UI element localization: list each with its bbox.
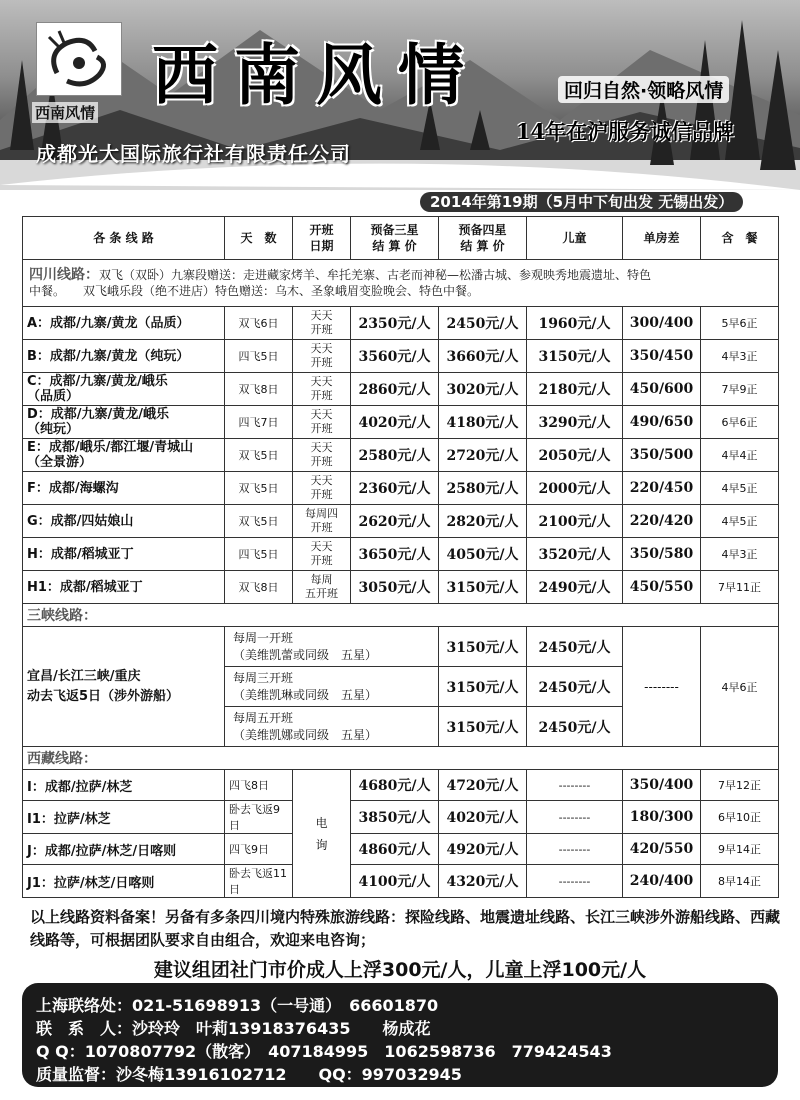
col-route: 各 条 线 路 — [23, 217, 225, 260]
price-3star: 4680元/人 — [351, 770, 439, 801]
price-3star: 4020元/人 — [351, 406, 439, 439]
section-xizang — [23, 747, 779, 770]
price-4star: 3150元/人 — [439, 571, 527, 604]
schedule: 每周 五开班 — [293, 571, 351, 604]
meals: 7早12正 — [701, 770, 779, 801]
price-child: 1960元/人 — [527, 307, 623, 340]
meals: 4早5正 — [701, 505, 779, 538]
route-name: A：成都/九寨/黄龙（品质） — [23, 307, 225, 340]
table-row — [23, 373, 779, 406]
meals: 9早14正 — [701, 834, 779, 865]
schedule: 天天 开班 — [293, 340, 351, 373]
price-4star: 4720元/人 — [439, 770, 527, 801]
meals: 4早3正 — [701, 538, 779, 571]
price-4star: 4020元/人 — [439, 801, 527, 834]
col-meal: 含 餐 — [701, 217, 779, 260]
section-note-2: 中餐。 双飞峨乐段（绝不进店）特色赠送：乌木、圣象峨眉变脸晚会、特色中餐。 — [29, 284, 480, 298]
header-banner — [0, 0, 800, 190]
table-row — [23, 340, 779, 373]
price-4star: 4180元/人 — [439, 406, 527, 439]
price-child: -------- — [527, 770, 623, 801]
single-supplement: 350/500 — [623, 439, 701, 472]
price-3star: 2350元/人 — [351, 307, 439, 340]
price-child: 2050元/人 — [527, 439, 623, 472]
contact-office: 上海联络处：021-51698913（一号通） 66601870 — [36, 996, 439, 1015]
route-name: E：成都/峨乐/都江堰/青城山 （全景游） — [23, 439, 225, 472]
price-child: -------- — [527, 834, 623, 865]
single-supplement: 350/400 — [623, 770, 701, 801]
single-supplement: 180/300 — [623, 801, 701, 834]
contact-box — [22, 983, 778, 1087]
section-sanxia — [23, 604, 779, 627]
days: 四飞5日 — [225, 340, 293, 373]
company-name: 成都光大国际旅行社有限责任公司 — [36, 142, 351, 166]
price-3star: 3560元/人 — [351, 340, 439, 373]
price-3star: 4860元/人 — [351, 834, 439, 865]
meals: 6早10正 — [701, 801, 779, 834]
table-row — [23, 834, 779, 865]
meals: 6早6正 — [701, 406, 779, 439]
table-row — [23, 865, 779, 898]
days: 卧去飞返11日 — [225, 865, 293, 898]
route-name: 宜昌/长江三峡/重庆 动去飞返5日（涉外游船） — [23, 627, 225, 747]
contact-supervisor: 质量监督：沙冬梅13916102712 QQ：997032945 — [36, 1065, 462, 1084]
meals: 4早4正 — [701, 439, 779, 472]
price-child: 2450元/人 — [527, 627, 623, 667]
single-supplement: 490/650 — [623, 406, 701, 439]
schedule: 天天 开班 — [293, 538, 351, 571]
col-child: 儿童 — [527, 217, 623, 260]
days: 四飞5日 — [225, 538, 293, 571]
price-4star: 2720元/人 — [439, 439, 527, 472]
col-single: 单房差 — [623, 217, 701, 260]
schedule: 每周五开班 （美维凯娜或同级 五星） — [225, 707, 439, 747]
price-child: 3290元/人 — [527, 406, 623, 439]
price-4star: 2820元/人 — [439, 505, 527, 538]
schedule: 每周三开班 （美维凯琳或同级 五星） — [225, 667, 439, 707]
price-child: 2000元/人 — [527, 472, 623, 505]
price-child: 2180元/人 — [527, 373, 623, 406]
price-child: 2450元/人 — [527, 667, 623, 707]
route-name: B：成都/九寨/黄龙（纯玩） — [23, 340, 225, 373]
price-4star: 3020元/人 — [439, 373, 527, 406]
days: 双飞5日 — [225, 472, 293, 505]
table-row — [23, 472, 779, 505]
single-supplement: 240/400 — [623, 865, 701, 898]
price-3star: 2620元/人 — [351, 505, 439, 538]
col-price4: 预备四星 结 算 价 — [439, 217, 527, 260]
days: 双飞8日 — [225, 373, 293, 406]
logo — [36, 22, 122, 96]
price-4star: 2580元/人 — [439, 472, 527, 505]
table-row — [23, 406, 779, 439]
price-3star: 2580元/人 — [351, 439, 439, 472]
schedule: 电 询 — [293, 770, 351, 898]
route-name: G：成都/四姑娘山 — [23, 505, 225, 538]
table-row — [23, 439, 779, 472]
price-4star: 3150元/人 — [439, 707, 527, 747]
meals: 4早3正 — [701, 340, 779, 373]
route-name: H：成都/稻城亚丁 — [23, 538, 225, 571]
meals: 8早14正 — [701, 865, 779, 898]
single-supplement: 450/550 — [623, 571, 701, 604]
days: 双飞8日 — [225, 571, 293, 604]
price-4star: 4050元/人 — [439, 538, 527, 571]
route-name: I：成都/拉萨/林芝 — [23, 770, 225, 801]
schedule: 天天 开班 — [293, 472, 351, 505]
days: 双飞5日 — [225, 439, 293, 472]
slogan: 回归自然·领略风情 — [558, 76, 729, 103]
brand-tagline: 14年在沪服务诚信品牌 — [516, 119, 735, 144]
price-4star: 4920元/人 — [439, 834, 527, 865]
days: 四飞7日 — [225, 406, 293, 439]
contact-person: 联 系 人：沙玲玲 叶莉13918376435 杨成花 — [36, 1019, 431, 1038]
section-title: 四川线路： — [29, 267, 99, 283]
route-name: C：成都/九寨/黄龙/峨乐 （品质） — [23, 373, 225, 406]
table-header-row — [23, 217, 779, 260]
price-child: 2450元/人 — [527, 707, 623, 747]
logo-text: 西南风情 — [32, 102, 98, 123]
price-4star: 2450元/人 — [439, 307, 527, 340]
price-3star: 4100元/人 — [351, 865, 439, 898]
col-sched: 开班 日期 — [293, 217, 351, 260]
price-3star: 3050元/人 — [351, 571, 439, 604]
single-supplement: 350/450 — [623, 340, 701, 373]
table-row — [23, 801, 779, 834]
schedule: 每周四 开班 — [293, 505, 351, 538]
price-child: -------- — [527, 865, 623, 898]
single-supplement: 220/450 — [623, 472, 701, 505]
single-supplement: 220/420 — [623, 505, 701, 538]
meals: 5早6正 — [701, 307, 779, 340]
price-advice: 建议组团社门市价成人上浮300元/人，儿童上浮100元/人 — [153, 959, 647, 981]
page-title: 西南风情 — [152, 36, 480, 114]
section-title: 三峡线路： — [27, 608, 97, 624]
contact-qq: Q Q：1070807792（散客） 407184995 1062598736 779424543 — [36, 1042, 612, 1061]
price-child: 3150元/人 — [527, 340, 623, 373]
meals: 7早9正 — [701, 373, 779, 406]
schedule: 天天 开班 — [293, 307, 351, 340]
days: 卧去飞返9日 — [225, 801, 293, 834]
route-name: J1：拉萨/林芝/日喀则 — [23, 865, 225, 898]
schedule: 天天 开班 — [293, 406, 351, 439]
table-row — [23, 770, 779, 801]
days: 双飞6日 — [225, 307, 293, 340]
single-supplement: 450/600 — [623, 373, 701, 406]
schedule: 每周一开班 （美维凯蕾或同级 五星） — [225, 627, 439, 667]
col-days: 天 数 — [225, 217, 293, 260]
route-name: J：成都/拉萨/林芝/日喀则 — [23, 834, 225, 865]
price-4star: 3150元/人 — [439, 667, 527, 707]
route-name: D：成都/九寨/黄龙/峨乐 （纯玩） — [23, 406, 225, 439]
meals: 4早5正 — [701, 472, 779, 505]
table-row — [23, 307, 779, 340]
price-3star: 2860元/人 — [351, 373, 439, 406]
days: 四飞8日 — [225, 770, 293, 801]
single-supplement: 300/400 — [623, 307, 701, 340]
days: 双飞5日 — [225, 505, 293, 538]
table-row — [23, 505, 779, 538]
price-4star: 3150元/人 — [439, 627, 527, 667]
section-note: 双飞（双卧）九寨段赠送：走进藏家烤羊、牟托羌寨、古老而神秘—松潘古城、参观映秀地震遗址、特色 — [99, 268, 652, 282]
route-name: F：成都/海螺沟 — [23, 472, 225, 505]
price-3star: 2360元/人 — [351, 472, 439, 505]
price-3star: 3650元/人 — [351, 538, 439, 571]
price-4star: 4320元/人 — [439, 865, 527, 898]
footer-note: 以上线路资料备案！另备有多条四川境内特殊旅游线路：探险线路、地震遗址线路、长江三峡涉外游船线路、西藏线路等，可根据团队要求自由组合，欢迎来电咨询； — [30, 908, 781, 949]
table-row — [23, 627, 779, 667]
price-child: 2100元/人 — [527, 505, 623, 538]
price-3star: 3850元/人 — [351, 801, 439, 834]
price-child: 3520元/人 — [527, 538, 623, 571]
schedule: 天天 开班 — [293, 439, 351, 472]
route-name: I1：拉萨/林芝 — [23, 801, 225, 834]
single-supplement: 420/550 — [623, 834, 701, 865]
meals: 7早11正 — [701, 571, 779, 604]
section-sichuan — [23, 260, 779, 307]
route-name: H1：成都/稻城亚丁 — [23, 571, 225, 604]
table-row — [23, 571, 779, 604]
price-table — [22, 216, 779, 898]
price-child: -------- — [527, 801, 623, 834]
days: 四飞9日 — [225, 834, 293, 865]
table-row — [23, 538, 779, 571]
price-child: 2490元/人 — [527, 571, 623, 604]
logo-swirl-icon — [37, 23, 121, 95]
section-title: 西藏线路： — [27, 751, 97, 767]
meals: 4早6正 — [701, 627, 779, 747]
single-supplement: 350/580 — [623, 538, 701, 571]
issue-badge: 2014年第19期（5月中下旬出发 无锡出发） — [420, 192, 743, 212]
price-4star: 3660元/人 — [439, 340, 527, 373]
schedule: 天天 开班 — [293, 373, 351, 406]
single-supplement: -------- — [623, 627, 701, 747]
col-price3: 预备三星 结 算 价 — [351, 217, 439, 260]
